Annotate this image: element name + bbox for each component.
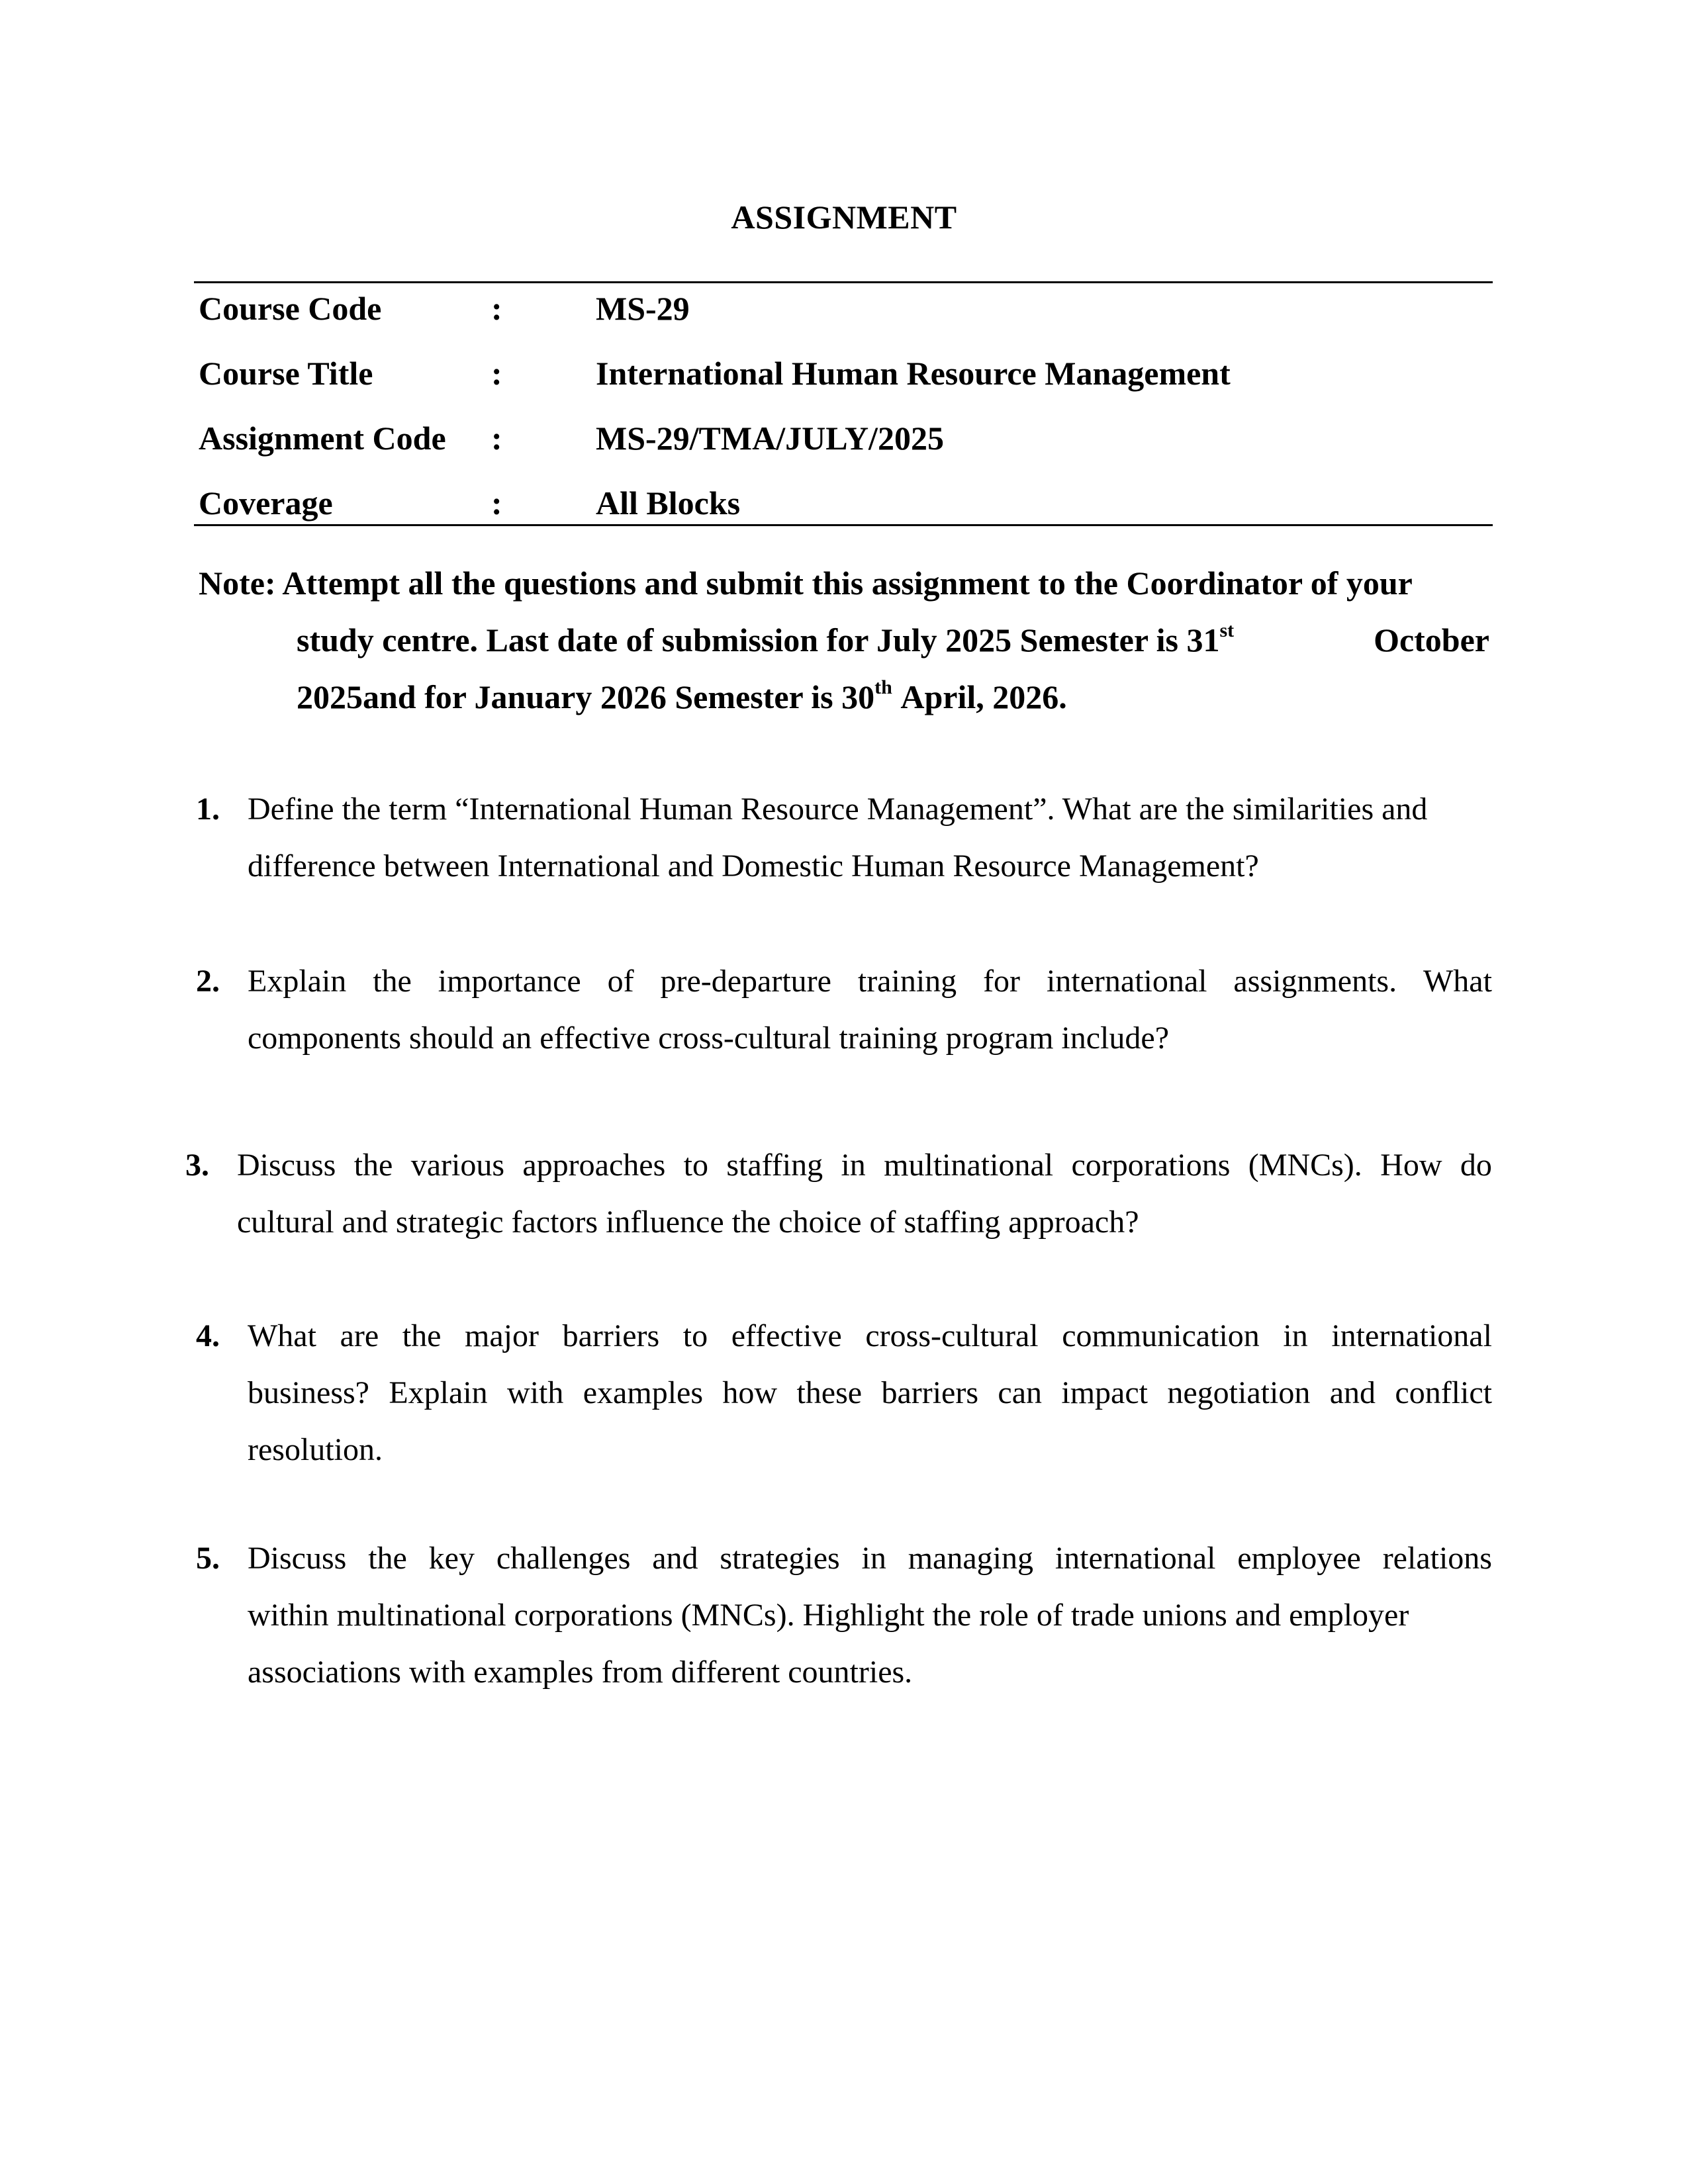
note-text-main: 2025and for January 2026 Semester is 30 (297, 678, 875, 715)
question-line (248, 1308, 1492, 1365)
meta-colon: : (491, 484, 502, 522)
question-line (237, 1194, 1492, 1251)
word: conflict (1395, 1375, 1492, 1410)
question-line-text: difference between International and Domestic Human Resource Management? (248, 848, 1259, 884)
question-number: 5. (196, 1541, 220, 1576)
question-line-text: within multinational corporations (MNCs). Highlight the role of trade unions and employer (248, 1598, 1409, 1633)
word: Discuss (237, 1148, 336, 1183)
word: major (465, 1318, 539, 1353)
meta-label: Course Title (199, 355, 373, 392)
word: international (1055, 1541, 1216, 1576)
word: negotiation (1167, 1375, 1311, 1410)
word: employee (1237, 1541, 1361, 1576)
word: the (402, 1318, 442, 1353)
ordinal-suffix: st (1219, 619, 1235, 641)
word: in (841, 1148, 866, 1183)
ordinal-suffix: th (874, 676, 892, 698)
word: corporations (1071, 1148, 1231, 1183)
document-title: ASSIGNMENT (731, 199, 957, 236)
word: the (368, 1541, 407, 1576)
word: barriers (562, 1318, 660, 1353)
word: importance (438, 964, 581, 999)
note-line-3 (199, 668, 1489, 725)
meta-label: Coverage (199, 484, 333, 522)
word: examples (583, 1375, 704, 1410)
question-text (248, 953, 1492, 1067)
note-line-2 (199, 612, 1489, 668)
question-line (248, 953, 1492, 1010)
word: do (1460, 1148, 1492, 1183)
word: managing (908, 1541, 1033, 1576)
question-line-text: associations with examples from different countries. (248, 1655, 913, 1690)
top-rule (194, 281, 1493, 283)
question-3 (185, 1137, 1492, 1251)
note-text: October (1374, 621, 1489, 659)
word: communication (1062, 1318, 1260, 1353)
meta-value: MS-29 (596, 290, 690, 327)
word: impact (1061, 1375, 1148, 1410)
note-line-1 (199, 555, 1489, 612)
word: the (373, 964, 412, 999)
question-5 (196, 1530, 1492, 1701)
word: approaches (522, 1148, 666, 1183)
meta-value: International Human Resource Management (596, 355, 1231, 392)
question-text (248, 1308, 1492, 1479)
question-line (248, 1010, 1492, 1067)
word: pre-departure (660, 964, 831, 999)
word: challenges (496, 1541, 631, 1576)
word: to (682, 1318, 708, 1353)
word: with (507, 1375, 564, 1410)
meta-label: Assignment Code (199, 420, 446, 457)
word: and (1329, 1375, 1376, 1410)
word: international (1331, 1318, 1492, 1353)
word: cross-cultural (865, 1318, 1039, 1353)
question-line (237, 1137, 1492, 1194)
note-text: April, 2026. (900, 678, 1067, 715)
word: (MNCs). (1248, 1148, 1362, 1183)
word: relations (1382, 1541, 1492, 1576)
word: How (1380, 1148, 1442, 1183)
word: Discuss (248, 1541, 347, 1576)
question-number: 3. (185, 1148, 209, 1183)
word: for (983, 964, 1021, 999)
question-number: 2. (196, 964, 220, 999)
meta-colon: : (491, 355, 502, 392)
question-number: 4. (196, 1318, 220, 1353)
word: in (1283, 1318, 1308, 1353)
question-text (248, 1530, 1492, 1701)
word: in (861, 1541, 886, 1576)
question-line-text: Define the term “International Human Resource Management”. What are the similarities and (248, 792, 1428, 827)
question-line (248, 1644, 1492, 1701)
word: assignments. (1233, 964, 1397, 999)
note-text: Note: Attempt all the questions and submit this assignment to the Coordinator of your (199, 565, 1413, 602)
word: the (353, 1148, 393, 1183)
word: of (607, 964, 634, 999)
meta-value: MS-29/TMA/JULY/2025 (596, 420, 944, 457)
question-1 (196, 781, 1492, 895)
word: training (857, 964, 957, 999)
word: effective (731, 1318, 842, 1353)
word: to (683, 1148, 708, 1183)
question-line-text: components should an effective cross-cultural training program include? (248, 1021, 1169, 1056)
question-line (248, 838, 1492, 895)
word: strategies (720, 1541, 840, 1576)
question-4 (196, 1308, 1492, 1479)
note-text-main: study centre. Last date of submission for July 2025 Semester is 31 (297, 621, 1220, 659)
word: various (410, 1148, 505, 1183)
meta-label: Course Code (199, 290, 382, 327)
meta-value: All Blocks (596, 484, 741, 522)
question-line-text: cultural and strategic factors influence the choice of staffing approach? (237, 1205, 1139, 1240)
word: these (796, 1375, 863, 1410)
word: are (340, 1318, 379, 1353)
word: What (248, 1318, 316, 1353)
word: staffing (726, 1148, 823, 1183)
question-number: 1. (196, 792, 220, 827)
question-text (237, 1137, 1492, 1251)
question-line (248, 1422, 1492, 1479)
meta-colon: : (491, 420, 502, 457)
bottom-rule (194, 524, 1493, 526)
meta-colon: : (491, 290, 502, 327)
word: barriers (881, 1375, 979, 1410)
word: key (428, 1541, 475, 1576)
word: how (722, 1375, 778, 1410)
question-line (248, 781, 1492, 838)
question-2 (196, 953, 1492, 1067)
word: international (1046, 964, 1207, 999)
question-line (248, 1365, 1492, 1422)
word: business? (248, 1375, 369, 1410)
note-line-2-content (297, 612, 1489, 668)
word: and (652, 1541, 698, 1576)
word: Explain (248, 964, 347, 999)
question-line-text: resolution. (248, 1432, 383, 1467)
word: can (998, 1375, 1042, 1410)
word: Explain (389, 1375, 488, 1410)
question-line (248, 1530, 1492, 1587)
note-text (297, 612, 1234, 668)
submission-note (199, 555, 1489, 725)
question-line (248, 1587, 1492, 1644)
question-text (248, 781, 1492, 895)
word: What (1423, 964, 1492, 999)
word: multinational (884, 1148, 1054, 1183)
